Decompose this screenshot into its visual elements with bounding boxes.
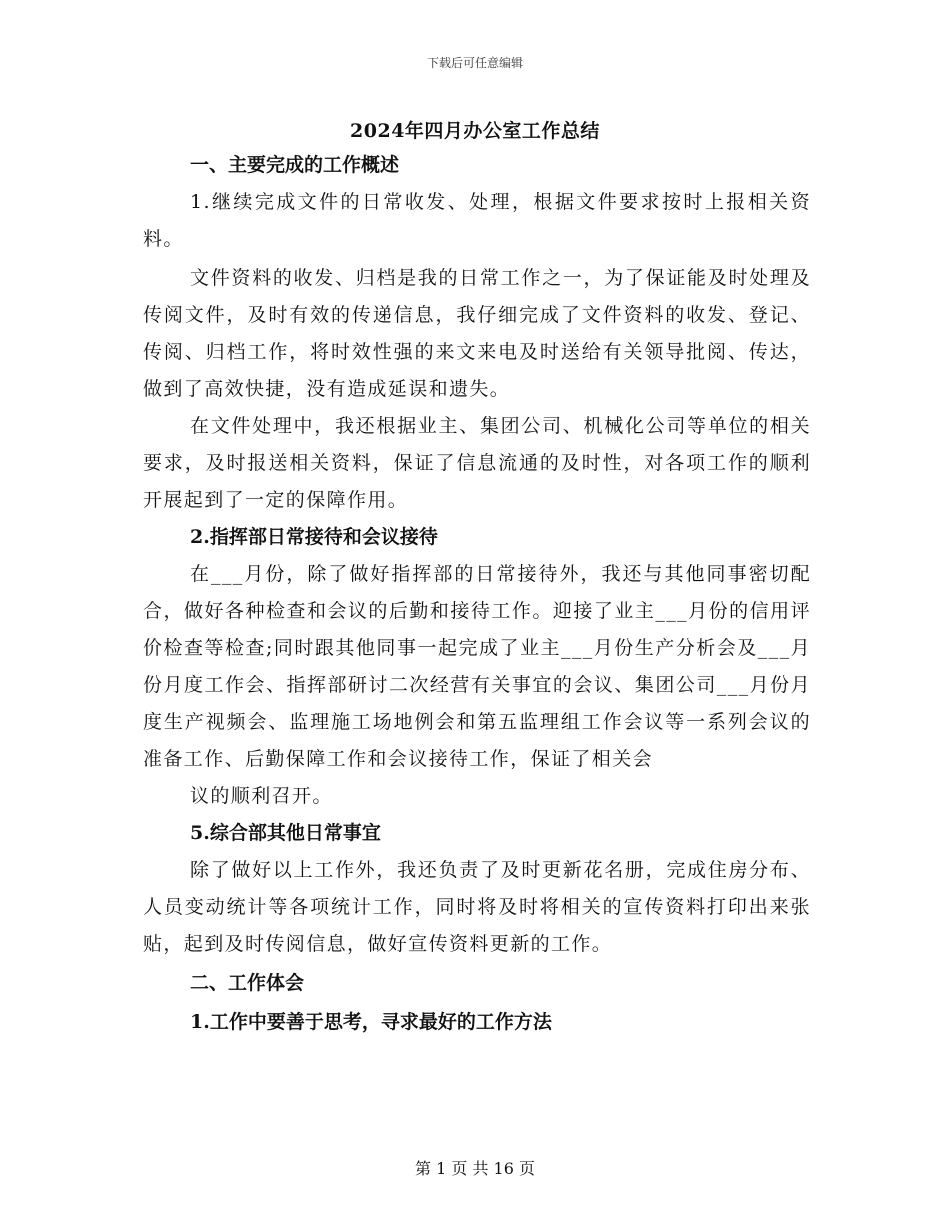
item-b1-heading: 1.工作中要善于思考，寻求最好的工作方法	[190, 1011, 552, 1033]
item-2-heading: 2.指挥部日常接待和会议接待	[190, 526, 438, 548]
paragraph-3-continued: 议的顺利召开。	[190, 785, 333, 807]
item-1-text: 1.继续完成文件的日常收发、处理，根据文件要求按时上报相关资料。	[143, 191, 811, 250]
paragraph-3: 在___月份，除了做好指挥部的日常接待外，我还与其他同事密切配合，做好各种检查和会议的后勤和接待工作。迎接了业主___月份的信用评价检查等检查;同时跟其他同事一起完成了业主___月份生产分析会及___月份月度工作会、指挥部研讨二次经营有关事宜的会议、集团公司___月份月度生产视频会、监理施工场地例会和第五监理组工作会议等一系列会议的准备工作、后勤保障工作和会议接待工作，保证了相关会	[143, 563, 811, 770]
paragraph-2: 在文件处理中，我还根据业主、集团公司、机械化公司等单位的相关要求，及时报送相关资料，保证了信息流通的及时性，对各项工作的顺利开展起到了一定的保障作用。	[143, 415, 811, 511]
paragraph-4: 除了做好以上工作外，我还负责了及时更新花名册，完成住房分布、人员变动统计等各项统计工作，同时将及时将相关的宣传资料打印出来张贴，起到及时传阅信息，做好宣传资料更新的工作。	[143, 859, 811, 955]
page-footer: 第 1 页 共 16 页	[415, 1159, 535, 1178]
document-title: 2024年四月办公室工作总结	[350, 120, 600, 142]
item-5-heading: 5.综合部其他日常事宜	[190, 822, 381, 844]
paragraph-1: 文件资料的收发、归档是我的日常工作之一，为了保证能及时处理及传阅文件，及时有效的传递信息，我仔细完成了文件资料的收发、登记、传阅、归档工作，将时效性强的来文来电及时送给有关领导批阅、传达，做到了高效快捷，没有造成延误和遗失。	[143, 267, 811, 400]
header-note: 下载后可任意编辑	[426, 56, 523, 70]
section-heading-1: 一、主要完成的工作概述	[190, 154, 400, 176]
document-body	[143, 147, 811, 1041]
section-heading-2: 二、工作体会	[190, 972, 305, 994]
